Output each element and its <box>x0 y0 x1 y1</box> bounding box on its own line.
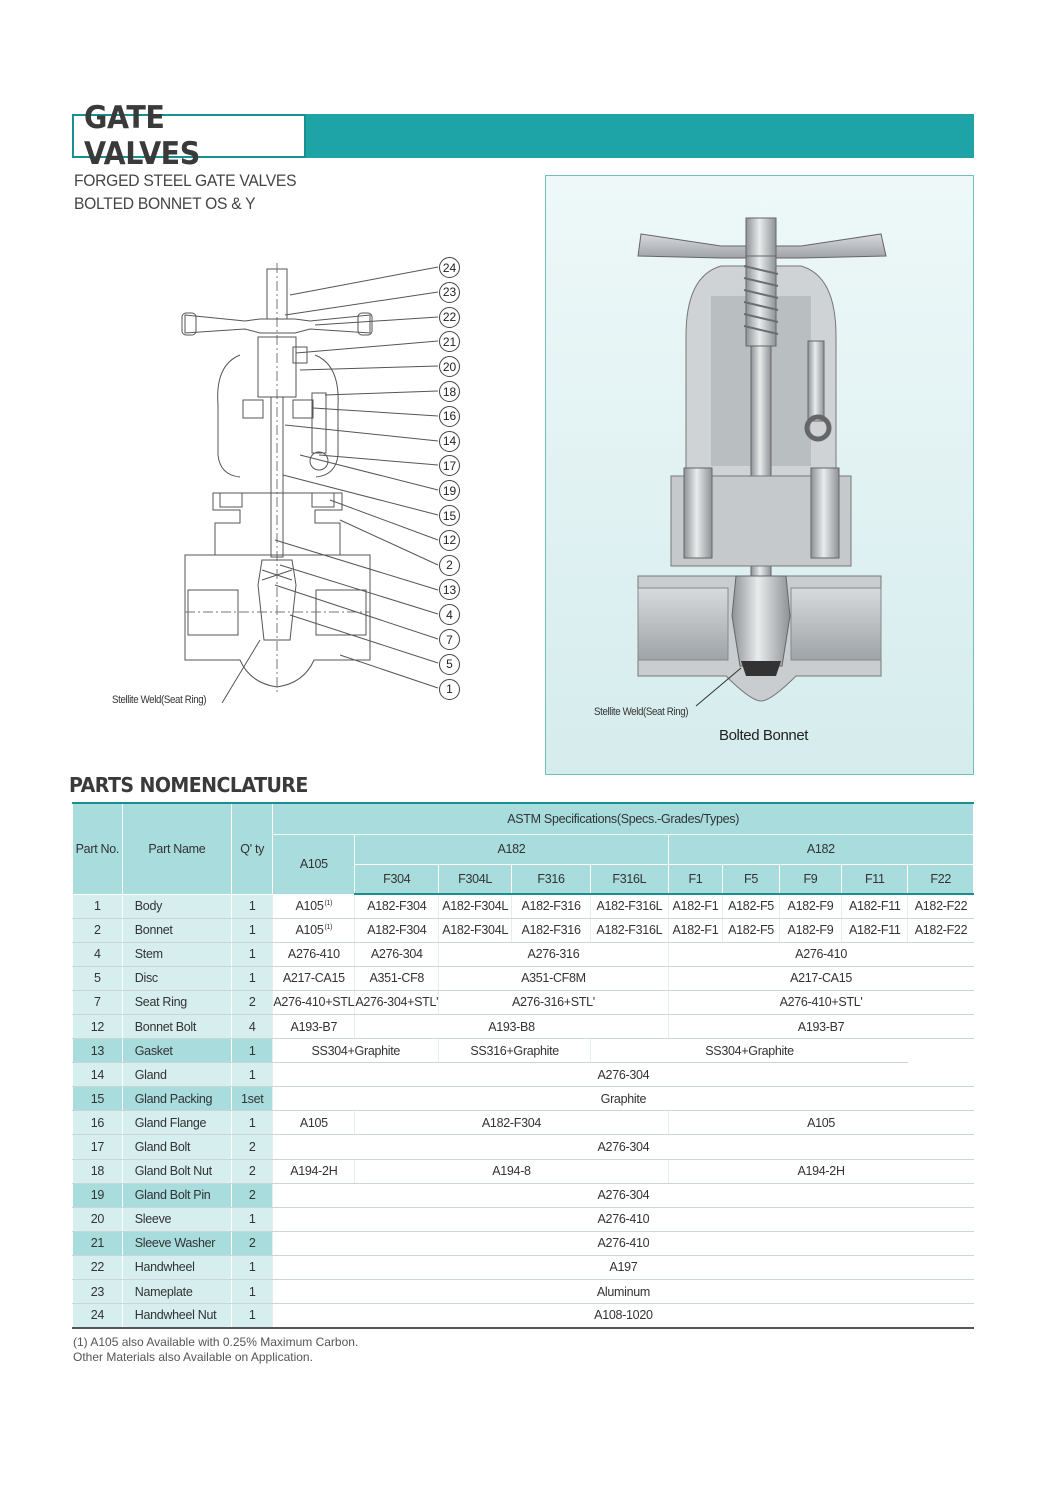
parts-table <box>72 802 974 1329</box>
qty-cell: 2 <box>232 1135 273 1159</box>
spec-cell: A182-F5 <box>723 894 780 918</box>
part-number-cell: 17 <box>73 1135 123 1159</box>
table-row <box>73 1159 974 1183</box>
table-row <box>73 966 974 990</box>
grade-header: F1 <box>668 864 723 894</box>
part-number-cell: 7 <box>73 990 123 1014</box>
parts-table-body <box>73 894 974 1328</box>
part-name-cell: Stem <box>122 942 231 966</box>
spec-cell: A182-F304L <box>439 894 512 918</box>
qty-cell: 2 <box>232 1231 273 1255</box>
part-name-cell: Gland Bolt Nut <box>122 1159 231 1183</box>
grade-header: F304 <box>355 864 439 894</box>
table-row <box>73 1111 974 1135</box>
col-header-a105: A105 <box>273 834 355 894</box>
col-header-part-no: Part No. <box>73 803 123 894</box>
col-header-astm: ASTM Specifications(Specs.-Grades/Types) <box>273 803 974 834</box>
qty-cell: 1 <box>232 1280 273 1304</box>
part-number-cell: 5 <box>73 966 123 990</box>
spec-cell: A276-410+STL' <box>668 990 973 1014</box>
valve-cutaway-illustration <box>546 176 973 716</box>
spec-cell: A276-304 <box>273 1135 974 1159</box>
callout-19: 19 <box>439 480 460 501</box>
table-row <box>73 918 974 942</box>
qty-cell: 1 <box>232 1207 273 1231</box>
spec-cell: A182-F5 <box>723 918 780 942</box>
part-name-cell: Bonnet Bolt <box>122 1014 231 1038</box>
table-row <box>73 1183 974 1207</box>
callout-18: 18 <box>439 381 460 402</box>
footnote-carbon: (1) A105 also Available with 0.25% Maximum Carbon. <box>73 1335 359 1349</box>
spec-cell: SS304+Graphite <box>273 1039 439 1063</box>
part-number-cell: 20 <box>73 1207 123 1231</box>
spec-cell: A182-F22 <box>908 894 974 918</box>
spec-cell: A182-F22 <box>908 918 974 942</box>
spec-cell: A276-304 <box>355 942 439 966</box>
spec-cell: A182-F316 <box>511 918 590 942</box>
part-number-cell: 18 <box>73 1159 123 1183</box>
spec-cell: A105$^{(1)}$ <box>273 894 355 918</box>
spec-cell: A108-1020 <box>273 1304 974 1328</box>
part-name-cell: Gland Bolt Pin <box>122 1183 231 1207</box>
qty-cell: 1 <box>232 894 273 918</box>
part-number-cell: 2 <box>73 918 123 942</box>
spec-cell: A182-F11 <box>842 918 908 942</box>
spec-cell: A182-F316L <box>591 894 669 918</box>
subtitle-line-2: BOLTED BONNET OS & Y <box>74 194 256 213</box>
table-row <box>73 1304 974 1328</box>
spec-cell: A217-CA15 <box>668 966 973 990</box>
part-number-cell: 23 <box>73 1280 123 1304</box>
part-name-cell: Bonnet <box>122 918 231 942</box>
table-row <box>73 894 974 918</box>
spec-cell: A182-F304 <box>355 1111 668 1135</box>
spec-cell: A217-CA15 <box>273 966 355 990</box>
footnote-marker: (1) <box>324 923 333 931</box>
part-name-cell: Disc <box>122 966 231 990</box>
callout-22: 22 <box>439 307 460 328</box>
spec-cell: A182-F9 <box>779 918 841 942</box>
qty-cell: 1 <box>232 1039 273 1063</box>
spec-cell: A276-410 <box>668 942 973 966</box>
grade-header: F22 <box>908 864 974 894</box>
table-row <box>73 1039 974 1063</box>
callout-7: 7 <box>439 629 460 650</box>
qty-cell: 1 <box>232 1255 273 1279</box>
spec-cell: A182-F316 <box>511 894 590 918</box>
spec-cell: A193-B8 <box>355 1014 668 1038</box>
photo-seat-ring-label: Stellite Weld(Seat Ring) <box>594 706 689 718</box>
spec-cell: A276-410 <box>273 1231 974 1255</box>
subtitle-line-1: FORGED STEEL GATE VALVES <box>74 171 297 190</box>
spec-cell: A194-2H <box>273 1159 355 1183</box>
table-row <box>73 1280 974 1304</box>
spec-cell: A276-304 <box>273 1063 974 1087</box>
spec-cell: A193-B7 <box>273 1014 355 1038</box>
spec-cell: A182-F1 <box>668 894 723 918</box>
seat-ring-label: Stellite Weld(Seat Ring) <box>112 694 207 706</box>
part-number-cell: 14 <box>73 1063 123 1087</box>
page-title: GATE VALVES <box>84 100 200 172</box>
spec-cell: A182-F11 <box>842 894 908 918</box>
grade-header: F9 <box>779 864 841 894</box>
part-number-cell: 16 <box>73 1111 123 1135</box>
spec-cell: A276-316+STL' <box>439 990 668 1014</box>
qty-cell: 1 <box>232 1111 273 1135</box>
part-name-cell: Nameplate <box>122 1280 231 1304</box>
part-number-cell: 15 <box>73 1087 123 1111</box>
spec-cell: A276-410 <box>273 1207 974 1231</box>
qty-cell: 1 <box>232 966 273 990</box>
spec-cell: A182-F304L <box>439 918 512 942</box>
table-row <box>73 1255 974 1279</box>
table-row <box>73 942 974 966</box>
callout-14: 14 <box>439 431 460 452</box>
spec-cell: A194-8 <box>355 1159 668 1183</box>
part-name-cell: Handwheel <box>122 1255 231 1279</box>
qty-cell: 4 <box>232 1014 273 1038</box>
spec-cell: Aluminum <box>273 1280 974 1304</box>
table-row <box>73 1135 974 1159</box>
valve-cutaway-photo-panel <box>545 175 974 775</box>
table-row <box>73 1231 974 1255</box>
grade-header: F11 <box>842 864 908 894</box>
part-name-cell: Handwheel Nut <box>122 1304 231 1328</box>
qty-cell: 1 <box>232 1063 273 1087</box>
spec-cell: A276-304 <box>273 1183 974 1207</box>
spec-cell: A351-CF8M <box>439 966 668 990</box>
callout-1: 1 <box>439 679 460 700</box>
callout-12: 12 <box>439 530 460 551</box>
spec-cell: A194-2H <box>668 1159 973 1183</box>
part-name-cell: Sleeve <box>122 1207 231 1231</box>
spec-cell: A276-410 <box>273 942 355 966</box>
col-header-qty: Q' ty <box>232 803 273 894</box>
footnote-other-materials: Other Materials also Available on Application. <box>73 1350 313 1364</box>
spec-cell: A276-316 <box>439 942 668 966</box>
callout-15: 15 <box>439 505 460 526</box>
qty-cell: 2 <box>232 1159 273 1183</box>
spec-cell: A105$^{(1)}$ <box>273 918 355 942</box>
qty-cell: 1set <box>232 1087 273 1111</box>
callout-24: 24 <box>439 257 460 278</box>
grade-header: F316L <box>591 864 669 894</box>
qty-cell: 1 <box>232 918 273 942</box>
part-name-cell: Gland Packing <box>122 1087 231 1111</box>
part-number-cell: 12 <box>73 1014 123 1038</box>
part-name-cell: Sleeve Washer <box>122 1231 231 1255</box>
part-name-cell: Body <box>122 894 231 918</box>
photo-caption: Bolted Bonnet <box>719 727 809 744</box>
spec-cell: A197 <box>273 1255 974 1279</box>
spec-cell: A276-410+STL <box>273 990 355 1014</box>
part-number-cell: 19 <box>73 1183 123 1207</box>
callout-17: 17 <box>439 455 460 476</box>
spec-cell: A276-304+STL' <box>355 990 439 1014</box>
spec-cell: A193-B7 <box>668 1014 973 1038</box>
callout-5: 5 <box>439 654 460 675</box>
spec-cell: A351-CF8 <box>355 966 439 990</box>
part-number-cell: 21 <box>73 1231 123 1255</box>
spec-cell: A182-F304 <box>355 894 439 918</box>
qty-cell: 1 <box>232 942 273 966</box>
valve-drawing-svg <box>100 255 480 715</box>
spec-cell: A182-F1 <box>668 918 723 942</box>
part-number-cell: 1 <box>73 894 123 918</box>
part-name-cell: Gland <box>122 1063 231 1087</box>
spec-cell: A182-F316L <box>591 918 669 942</box>
part-name-cell: Gland Bolt <box>122 1135 231 1159</box>
page-title-box <box>72 100 306 172</box>
table-row <box>73 1087 974 1111</box>
part-number-cell: 22 <box>73 1255 123 1279</box>
col-header-part-name: Part Name <box>122 803 231 894</box>
footnote-marker: (1) <box>324 899 333 907</box>
spec-cell: A105 <box>668 1111 973 1135</box>
valve-cross-section-drawing <box>100 255 480 715</box>
part-number-cell: 24 <box>73 1304 123 1328</box>
part-number-cell: 13 <box>73 1039 123 1063</box>
spec-cell: SS304+Graphite <box>591 1039 908 1063</box>
table-row <box>73 990 974 1014</box>
part-number-cell: 4 <box>73 942 123 966</box>
grade-header: F5 <box>723 864 780 894</box>
qty-cell: 2 <box>232 990 273 1014</box>
title-band <box>72 100 974 172</box>
part-name-cell: Gasket <box>122 1039 231 1063</box>
part-name-cell: Seat Ring <box>122 990 231 1014</box>
col-header-a182-stainless: A182 <box>355 834 668 864</box>
col-header-a182-alloy: A182 <box>668 834 973 864</box>
callout-23: 23 <box>439 282 460 303</box>
spec-cell: A182-F9 <box>779 894 841 918</box>
spec-cell: A105 <box>273 1111 355 1135</box>
callout-21: 21 <box>439 331 460 352</box>
parts-section-title: PARTS NOMENCLATURE <box>69 773 308 797</box>
callout-2: 2 <box>439 555 460 576</box>
part-name-cell: Gland Flange <box>122 1111 231 1135</box>
grade-header: F304L <box>439 864 512 894</box>
table-row <box>73 1014 974 1038</box>
callout-13: 13 <box>439 579 460 600</box>
grade-header: F316 <box>511 864 590 894</box>
table-row <box>73 1063 974 1087</box>
qty-cell: 2 <box>232 1183 273 1207</box>
callout-16: 16 <box>439 406 460 427</box>
qty-cell: 1 <box>232 1304 273 1328</box>
spec-cell: SS316+Graphite <box>439 1039 591 1063</box>
table-row <box>73 1207 974 1231</box>
callout-4: 4 <box>439 604 460 625</box>
spec-cell: A182-F304 <box>355 918 439 942</box>
spec-cell: Graphite <box>273 1087 974 1111</box>
callout-20: 20 <box>439 356 460 377</box>
